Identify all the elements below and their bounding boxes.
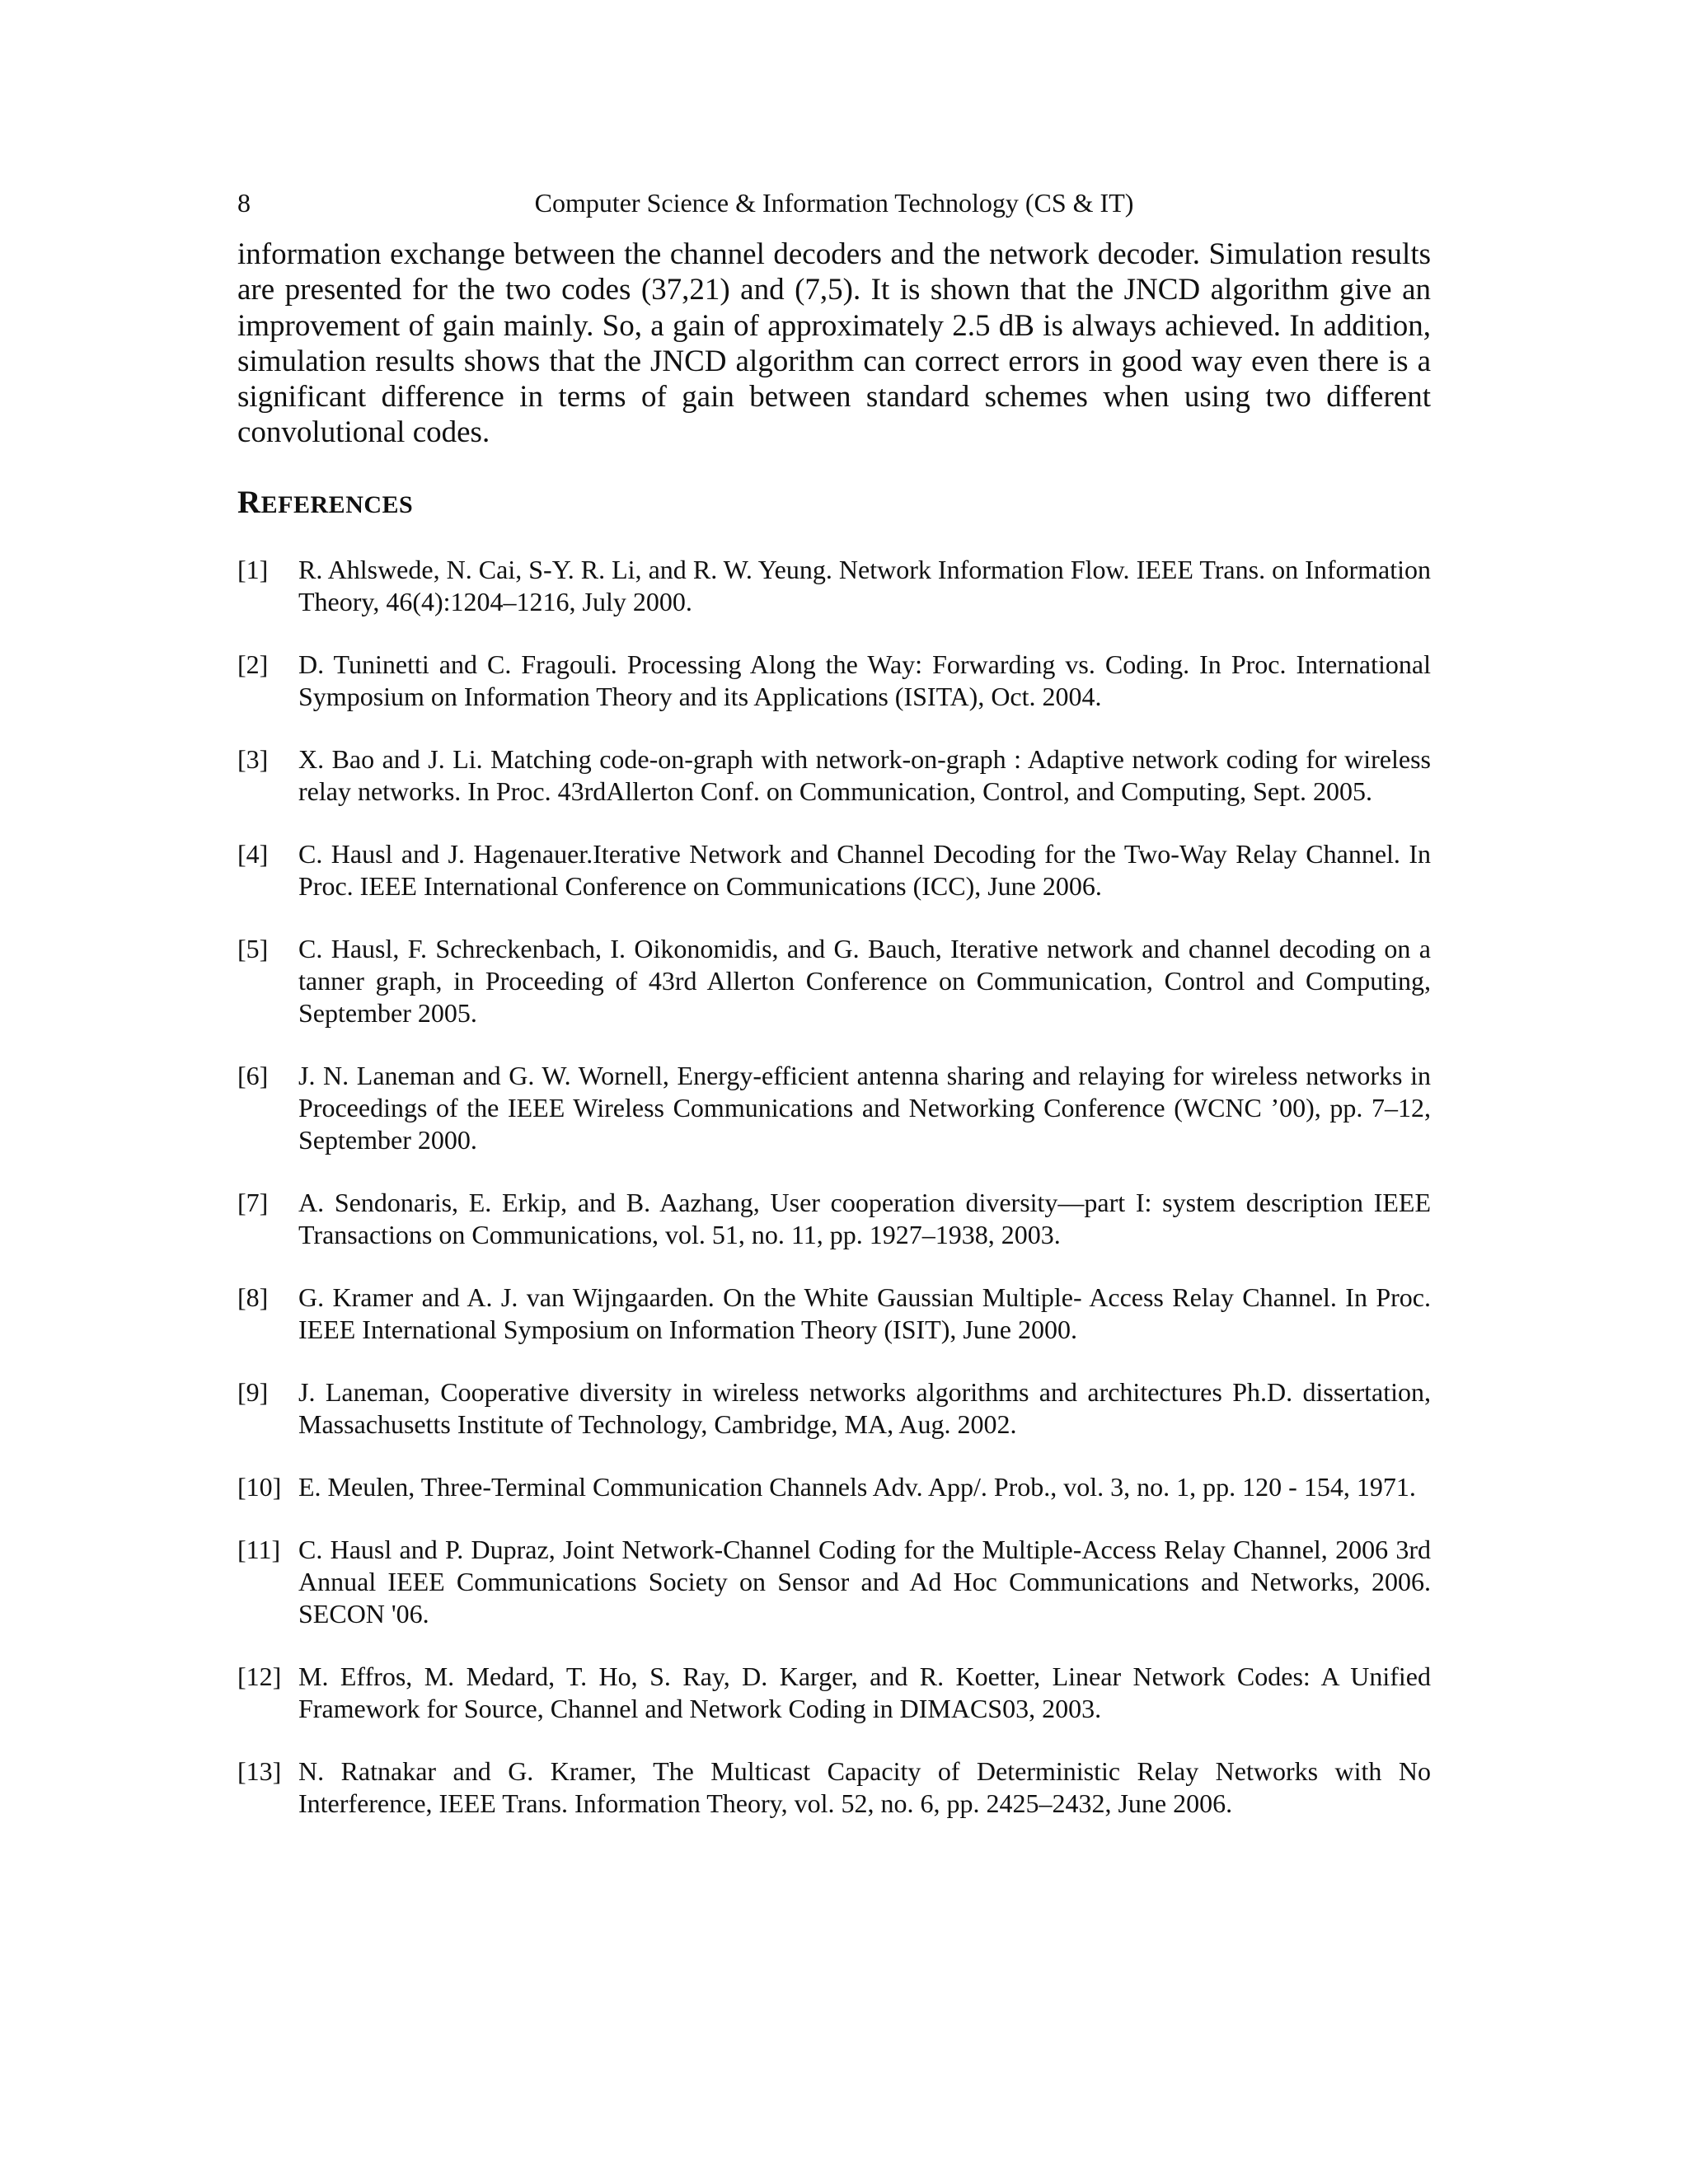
reference-text: J. Laneman, Cooperative diversity in wireless networks algorithms and architectures Ph.D. dissertation, Massachusetts Institute of Technology, Cambridge, MA, Aug. 2002. (298, 1377, 1431, 1439)
reference-item (237, 933, 1431, 1029)
reference-text: A. Sendonaris, E. Erkip, and B. Aazhang, User cooperation diversity—part I: system description IEEE Transactions on Communications, vol. 51, no. 11, pp. 1927–1938, 2003. (298, 1188, 1431, 1249)
reference-item (237, 838, 1431, 902)
reference-text: C. Hausl and J. Hagenauer.Iterative Network and Channel Decoding for the Two-Way Relay Channel. In Proc. IEEE International Conference on Communications (ICC), June 2006. (298, 839, 1431, 901)
references-heading (237, 483, 413, 525)
conclusion-paragraph: information exchange between the channel decoders and the network decoder. Simulation results are presented for the two codes (37,21) and (7,5). It is shown that the JNCD algorithm give an improvement of gain mainly. So, a gain of approximately 2.5 dB is always achieved. In addition, simulation results shows that the JNCD algorithm can correct errors in good way even there is a significant difference in terms of gain between standard schemes when using two different convolutional codes. (237, 237, 1431, 450)
reference-item (237, 649, 1431, 713)
reference-label: [11] (237, 1535, 281, 1564)
reference-label: [8] (237, 1282, 269, 1312)
page-number: 8 (237, 188, 251, 218)
reference-text: M. Effros, M. Medard, T. Ho, S. Ray, D. Karger, and R. Koetter, Linear Network Codes: A Unified Framework for Source, Channel and Network Coding in DIMACS03, 2003. (298, 1661, 1431, 1723)
reference-item (237, 743, 1431, 808)
reference-item (237, 1534, 1431, 1630)
reference-text: E. Meulen, Three-Terminal Communication Channels Adv. App/. Prob., vol. 3, no. 1, pp. 120 - 154, 1971. (298, 1472, 1416, 1502)
reference-label: [13] (237, 1756, 282, 1786)
references-heading-rest: EFERENCES (260, 491, 414, 518)
reference-item (237, 1471, 1431, 1503)
reference-label: [2] (237, 649, 269, 679)
reference-text: R. Ahlswede, N. Cai, S-Y. R. Li, and R. W. Yeung. Network Information Flow. IEEE Trans. on Information Theory, 46(4):1204–1216, July 2000. (298, 555, 1431, 616)
reference-text: C. Hausl, F. Schreckenbach, I. Oikonomidis, and G. Bauch, Iterative network and channel decoding on a tanner graph, in Proceeding of 43rd Allerton Conference on Communication, Control and Computing, September 2005. (298, 934, 1431, 1028)
reference-text: N. Ratnakar and G. Kramer, The Multicast Capacity of Deterministic Relay Networks with No Interference, IEEE Trans. Information Theory, vol. 52, no. 6, pp. 2425–2432, June 2006. (298, 1756, 1431, 1818)
reference-text: C. Hausl and P. Dupraz, Joint Network-Channel Coding for the Multiple-Access Relay Channel, 2006 3rd Annual IEEE Communications Society on Sensor and Ad Hoc Communications and Networks, 2006. SECON '06. (298, 1535, 1431, 1629)
reference-label: [7] (237, 1188, 269, 1217)
reference-item (237, 554, 1431, 618)
reference-label: [6] (237, 1061, 269, 1090)
reference-label: [10] (237, 1472, 282, 1502)
reference-list (237, 554, 1431, 1850)
running-header (237, 183, 1431, 223)
reference-item (237, 1282, 1431, 1346)
reference-label: [9] (237, 1377, 269, 1407)
reference-label: [5] (237, 934, 269, 963)
reference-item (237, 1376, 1431, 1441)
journal-title: Computer Science & Information Technology (CS & IT) (534, 188, 1134, 218)
reference-text: X. Bao and J. Li. Matching code-on-graph with network-on-graph : Adaptive network coding for wireless relay networks. In Proc. 43rdAllerton Conf. on Communication, Control, and Computing, Sept. 2005. (298, 744, 1431, 806)
reference-text: G. Kramer and A. J. van Wijngaarden. On the White Gaussian Multiple- Access Relay Channel. In Proc. IEEE International Symposium on Information Theory (ISIT), June 2000. (298, 1282, 1431, 1344)
reference-item (237, 1755, 1431, 1820)
reference-label: [1] (237, 555, 269, 584)
reference-item (237, 1060, 1431, 1156)
reference-text: J. N. Laneman and G. W. Wornell, Energy-efficient antenna sharing and relaying for wireless networks in Proceedings of the IEEE Wireless Communications and Networking Conference (WCNC ’00), pp. 7–12, September 2000. (298, 1061, 1431, 1155)
references-heading-initial: R (237, 485, 261, 520)
reference-item (237, 1661, 1431, 1725)
reference-label: [12] (237, 1661, 282, 1691)
reference-label: [4] (237, 839, 269, 869)
reference-label: [3] (237, 744, 269, 774)
reference-item (237, 1187, 1431, 1251)
reference-text: D. Tuninetti and C. Fragouli. Processing Along the Way: Forwarding vs. Coding. In Proc. International Symposium on Information Theory and its Applications (ISITA), Oct. 2004. (298, 649, 1431, 711)
